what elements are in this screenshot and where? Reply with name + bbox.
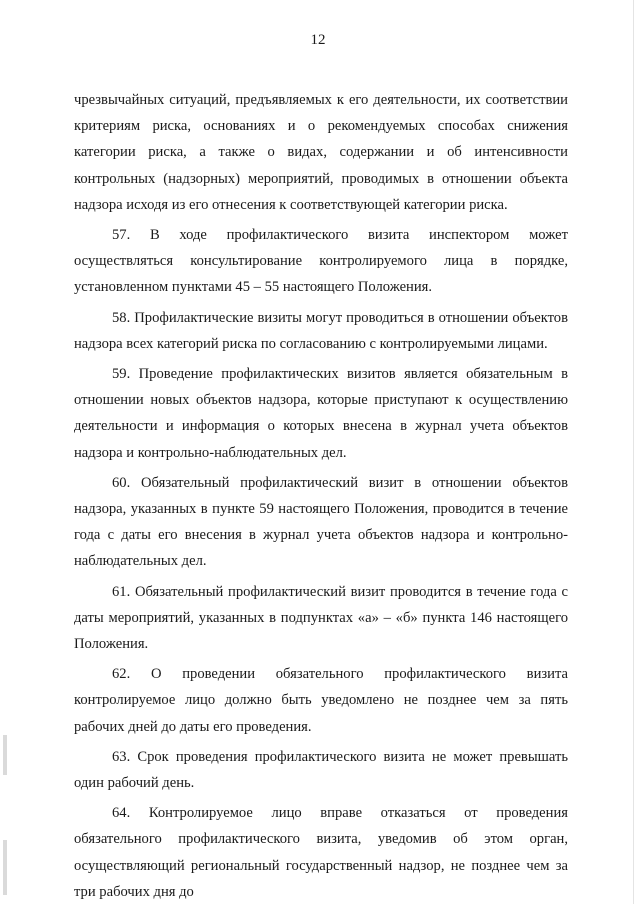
paragraph-continuation: чрезвычайных ситуаций, предъявляемых к его деятельности, их соответствии критериям риска, основаниях и о рекомендуемых способах снижения категории риска, а также о видах, содержании и об интенсивности контрольных (надзорных) мероприятий, проводимых в отношении объекта надзора исходя из его отнесения к соответствующей категории риска. — [74, 92, 568, 213]
paragraph-64: 64. Контролируемое лицо вправе отказаться от проведения обязательного профилактического визита, уведомив об этом орган, осуществляющий региональный государственный надзор, не позднее чем за три рабочих дня до — [74, 805, 568, 900]
page-edge — [633, 0, 634, 904]
page-number: 12 — [310, 32, 326, 48]
paragraph-59: 59. Проведение профилактических визитов является обязательным в отношении новых объектов надзора, которые приступают к осуществлению деятельности и информация о которых внесена в журнал учета объектов надзора и контрольно-наблюдательных дел. — [74, 366, 568, 461]
scan-artifact — [3, 735, 7, 775]
paragraph-58: 58. Профилактические визиты могут проводиться в отношении объектов надзора всех категорий риска по согласованию с контролируемыми лицами. — [74, 309, 568, 352]
scan-artifact — [3, 840, 7, 895]
paragraph-57: 57. В ходе профилактического визита инспектором может осуществляться консультирование контролируемого лица в порядке, установленном пунктами 45 – 55 настоящего Положения. — [74, 227, 568, 296]
paragraph-61: 61. Обязательный профилактический визит проводится в течение года с даты мероприятий, указанных в подпунктах «а» – «б» пункта 146 настоящего Положения. — [74, 583, 568, 653]
paragraph-63: 63. Срок проведения профилактического визита не может превышать один рабочий день. — [74, 748, 568, 792]
paragraph-60: 60. Обязательный профилактический визит в отношении объектов надзора, указанных в пункте 59 настоящего Положения, проводится в течение года с даты его внесения в журнал учета объектов надзора и контрольно-наблюдательных дел. — [74, 474, 568, 570]
document-body — [74, 87, 568, 905]
paragraph-62: 62. О проведении обязательного профилактического визита контролируемое лицо должно быть уведомлено не позднее чем за пять рабочих дней до даты его проведения. — [74, 666, 568, 735]
